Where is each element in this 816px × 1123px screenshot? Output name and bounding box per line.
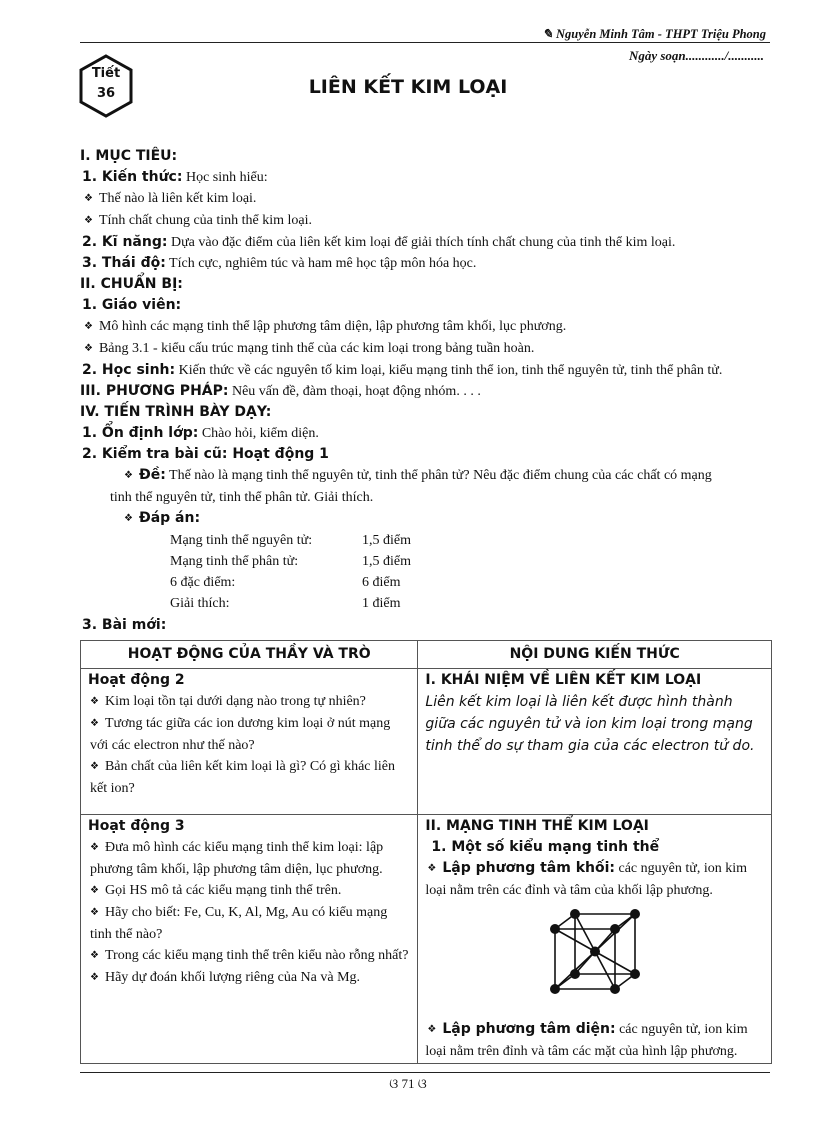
content-subtitle: 1. Một số kiểu mạng tinh thể bbox=[431, 839, 660, 855]
activity-cell: Hoạt động 3 ❖ Đưa mô hình các kiểu mạng tinh thể kim loại: lập phương tâm khối, lập phương tâm diện, lục phương. ❖ Gọi HS mô tả các kiểu mạng tinh thể trên. ❖ Hãy cho biết: Fe, Cu, K, Al, Mg, Au có kiểu mạng tinh thể nào? ❖ Trong các kiểu mạng tinh thể trên kiểu nào rỗng nhất? ❖ Hãy dự đoán khối lượng riêng của Na và Mg. bbox=[81, 815, 418, 1064]
section-objectives: I. MỤC TIÊU: bbox=[80, 148, 178, 164]
teacher-bullet: Mô hình các mạng tinh thể lập phương tâm diện, lập phương tâm khối, lục phương. bbox=[98, 319, 567, 334]
student-text: Kiến thức về các nguyên tố kim loại, kiểu mạng tinh thể ion, tinh thể nguyên tử, tinh thể phân tử. bbox=[175, 363, 723, 378]
skills-text: Dựa vào đặc điểm của liên kết kim loại để giải thích tính chất chung của tinh thể kim loại. bbox=[167, 235, 676, 250]
lesson-table bbox=[80, 640, 772, 1064]
student-label: 2. Học sinh: bbox=[82, 362, 176, 378]
score-row: Mạng tinh thể phân tử: 1,5 điểm bbox=[170, 554, 411, 569]
content-cell bbox=[418, 815, 772, 1064]
score-row: Giải thích: 1 điểm bbox=[170, 596, 401, 611]
section-procedure: IV. TIẾN TRÌNH BÀY DẠY: bbox=[80, 404, 272, 420]
header-divider bbox=[80, 42, 770, 43]
column-header: HOẠT ĐỘNG CỦA THẦY VÀ TRÒ bbox=[81, 641, 418, 669]
header-author: ✎ Nguyễn Minh Tâm - THPT Triệu Phong bbox=[542, 27, 766, 41]
knowledge-text: Học sinh hiểu: bbox=[182, 170, 268, 185]
table-header-row bbox=[81, 641, 772, 669]
table-row bbox=[81, 669, 772, 815]
class-setup-text: Chào hỏi, kiểm diện. bbox=[198, 426, 319, 441]
question-text-cont: tinh thể nguyên tử, tinh thể phân tử. Giải thích. bbox=[110, 490, 374, 505]
fcc-label: Lập phương tâm diện: bbox=[442, 1021, 616, 1037]
activity-cell: Hoạt động 2 ❖ Kim loại tồn tại dưới dạng nào trong tự nhiên? ❖ Tương tác giữa các ion dương kim loại ở nút mạng với các electron như thế nào? ❖ Bản chất của liên kết kim loại là gì? Có gì khác liên kết ion? bbox=[81, 669, 418, 815]
section-preparation: II. CHUẨN BỊ: bbox=[80, 276, 183, 292]
page-number: ଓ 71 ଓ bbox=[389, 1076, 427, 1091]
answer-label: Đáp án: bbox=[138, 510, 201, 526]
knowledge-label: 1. Kiến thức: bbox=[82, 169, 183, 185]
knowledge-bullet: Tính chất chung của tinh thể kim loại. bbox=[98, 213, 313, 228]
teacher-label: 1. Giáo viên: bbox=[82, 297, 182, 313]
bcc-text: các nguyên tử, ion kim loại nằm trên các đỉnh và tâm của khối lập phương. bbox=[425, 861, 747, 898]
content-cell bbox=[418, 669, 772, 815]
method-text: Nêu vấn đề, đàm thoại, hoạt động nhóm. . . . bbox=[228, 384, 481, 399]
definition-text: Liên kết kim loại là liên kết được hình thành giữa các nguyên tử và ion kim loại trong mạng tinh thể do sự tham gia của các electron tử do. bbox=[425, 694, 755, 754]
column-header: NỘI DUNG KIẾN THỨC bbox=[418, 641, 772, 669]
activity-title: Hoạt động 3 bbox=[88, 818, 185, 834]
review-label: 2. Kiểm tra bài cũ: Hoạt động 1 bbox=[82, 446, 329, 462]
score-row: Mạng tinh thể nguyên tử: 1,5 điểm bbox=[170, 533, 411, 548]
teacher-bullet: Bảng 3.1 - kiểu cấu trúc mạng tinh thể của các kim loại trong bảng tuần hoàn. bbox=[98, 341, 535, 356]
bcc-label: Lập phương tâm khối: bbox=[442, 860, 615, 876]
new-lesson-label: 3. Bài mới: bbox=[82, 617, 167, 633]
lesson-number: 36 bbox=[96, 86, 116, 101]
table-row bbox=[81, 815, 772, 1064]
attitude-text: Tích cực, nghiêm túc và ham mê học tập môn hóa học. bbox=[165, 256, 477, 271]
question-text: Thế nào là mạng tinh thể nguyên tử, tinh thể phân tử? Nêu đặc điểm chung của các chất có mạng bbox=[165, 468, 712, 483]
page-title: LIÊN KẾT KIM LOẠI bbox=[308, 76, 508, 98]
question-label: Đề: bbox=[138, 467, 166, 483]
footer-divider bbox=[80, 1072, 770, 1073]
skills-label: 2. Kĩ năng: bbox=[82, 234, 168, 250]
lesson-label: Tiết bbox=[91, 66, 121, 81]
score-row: 6 đặc điểm: 6 điểm bbox=[170, 575, 401, 590]
bcc-cube-diagram bbox=[525, 909, 665, 1009]
fcc-text: các nguyên tử, ion kim loại nằm trên đỉnh và tâm các mặt của hình lập phương. bbox=[425, 1022, 748, 1059]
content-title: I. KHÁI NIỆM VỀ LIÊN KẾT KIM LOẠI bbox=[425, 672, 702, 688]
content-title: II. MẠNG TINH THỂ KIM LOẠI bbox=[425, 818, 649, 834]
activity-title: Hoạt động 2 bbox=[88, 672, 185, 688]
lesson-body bbox=[80, 146, 780, 636]
date-prepared: Ngày soạn............/........... bbox=[628, 48, 764, 63]
class-setup-label: 1. Ổn định lớp: bbox=[82, 425, 199, 441]
attitude-label: 3. Thái độ: bbox=[82, 255, 166, 271]
method-label: III. PHƯƠNG PHÁP: bbox=[80, 383, 229, 399]
knowledge-bullet: Thế nào là liên kết kim loại. bbox=[98, 191, 257, 206]
